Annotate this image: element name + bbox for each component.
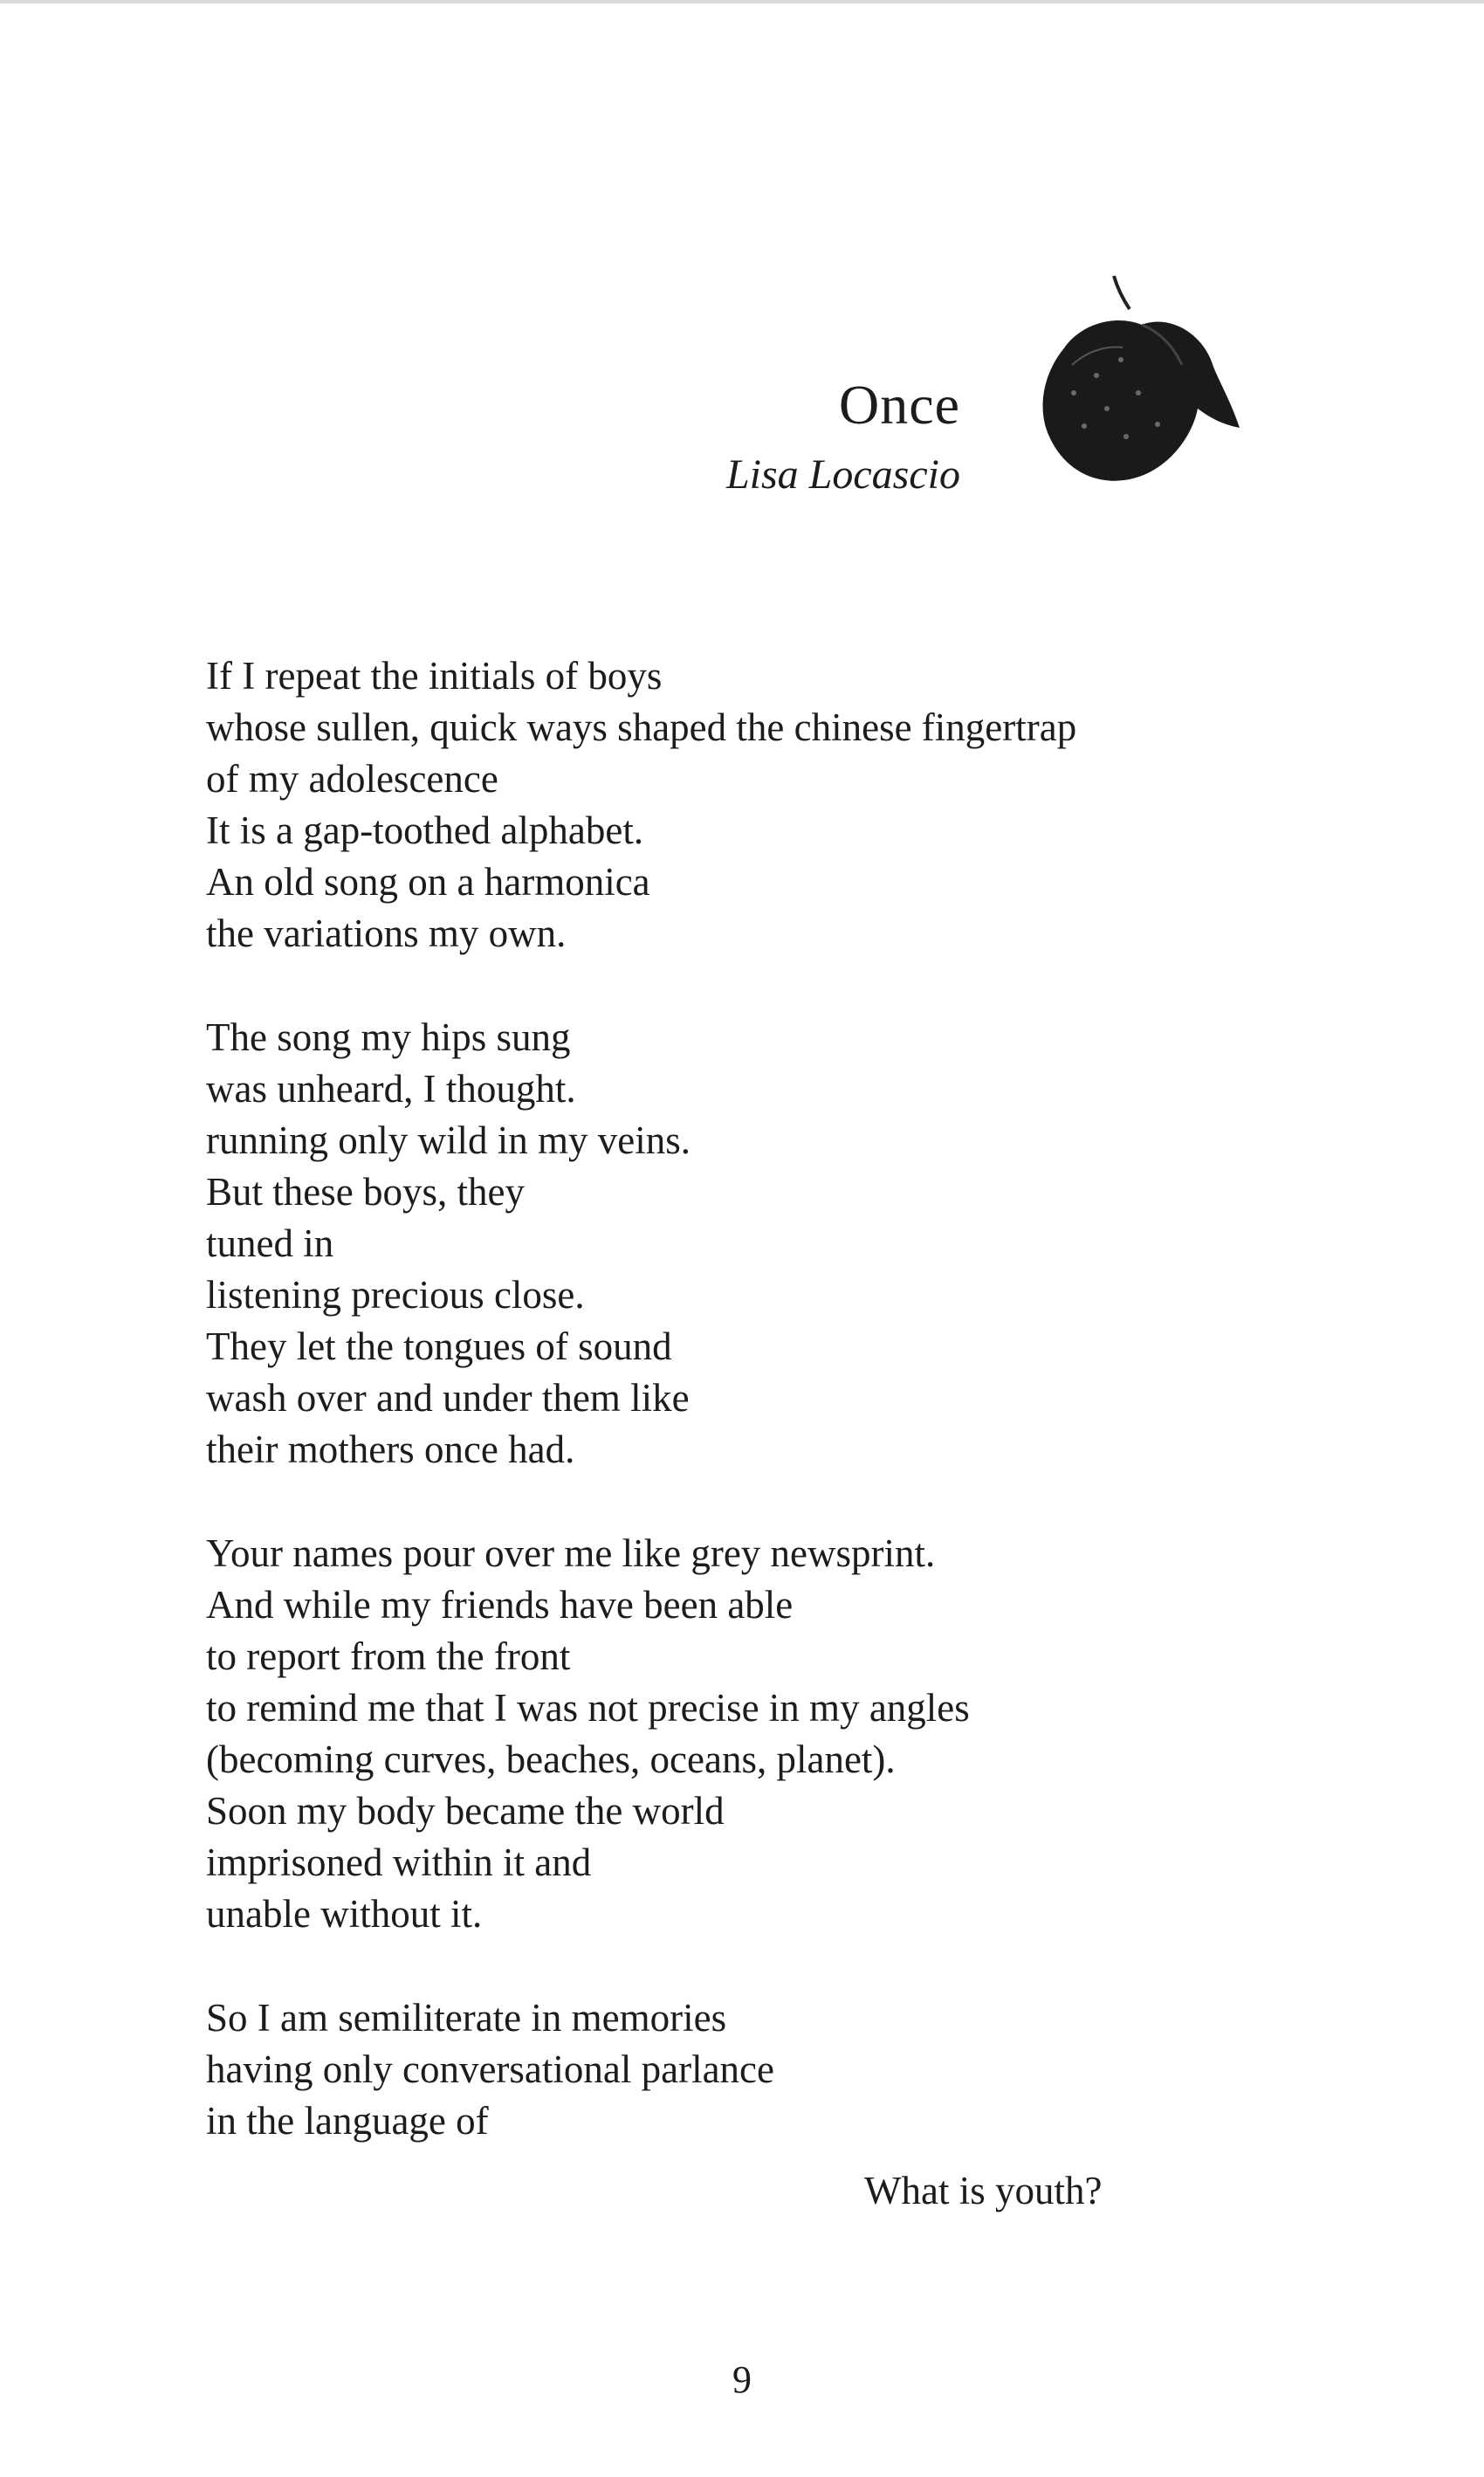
stanza-3 bbox=[206, 1528, 1254, 1940]
poem-author: Lisa Locascio bbox=[725, 451, 960, 498]
poem-line: to report from the front bbox=[206, 1634, 571, 1678]
poem-line: wash over and under them like bbox=[206, 1376, 690, 1420]
poem-title: Once bbox=[838, 374, 960, 436]
poem-line: So I am semiliterate in memories bbox=[206, 1996, 727, 2040]
poem-line: in the language of bbox=[206, 2099, 489, 2143]
poem-line: If I repeat the initials of boys bbox=[206, 654, 663, 698]
poem-final-line: What is youth? bbox=[864, 2169, 1103, 2212]
stanza-4 bbox=[206, 1992, 1254, 2147]
page-number: 9 bbox=[732, 2358, 752, 2401]
poem-line: whose sullen, quick ways shaped the chinese fingertrap bbox=[206, 705, 1077, 749]
poem-line: It is a gap-toothed alphabet. bbox=[206, 808, 644, 852]
poem-line: (becoming curves, beaches, oceans, planet). bbox=[206, 1737, 896, 1781]
stanza-1 bbox=[206, 650, 1254, 960]
poem-line: But these boys, they bbox=[206, 1170, 525, 1214]
stanza-2 bbox=[206, 1012, 1254, 1476]
poem-line: Your names pour over me like grey newsprint. bbox=[206, 1531, 936, 1575]
strawberry-illustration bbox=[1011, 262, 1247, 506]
poem-header bbox=[725, 374, 960, 498]
poem-line: imprisoned within it and bbox=[206, 1841, 592, 1884]
poem-line: was unheard, I thought. bbox=[206, 1067, 576, 1111]
poem-line: having only conversational parlance bbox=[206, 2047, 775, 2091]
poem-body bbox=[206, 650, 1254, 2199]
poem-line: the variations my own. bbox=[206, 912, 567, 955]
poem-line: their mothers once had. bbox=[206, 1428, 575, 1471]
poem-line: listening precious close. bbox=[206, 1273, 585, 1317]
page-top-edge bbox=[0, 0, 1484, 3]
poem-line: Soon my body became the world bbox=[206, 1789, 725, 1833]
poem-line: unable without it. bbox=[206, 1892, 483, 1936]
poem-line: An old song on a harmonica bbox=[206, 860, 650, 904]
poem-line: The song my hips sung bbox=[206, 1015, 571, 1059]
poem-line: They let the tongues of sound bbox=[206, 1325, 672, 1368]
poem-line: running only wild in my veins. bbox=[206, 1118, 690, 1162]
poem-line: And while my friends have been able bbox=[206, 1583, 794, 1627]
poem-line: to remind me that I was not precise in my angles bbox=[206, 1686, 970, 1730]
poem-line: tuned in bbox=[206, 1221, 334, 1265]
poem-line: of my adolescence bbox=[206, 757, 498, 801]
